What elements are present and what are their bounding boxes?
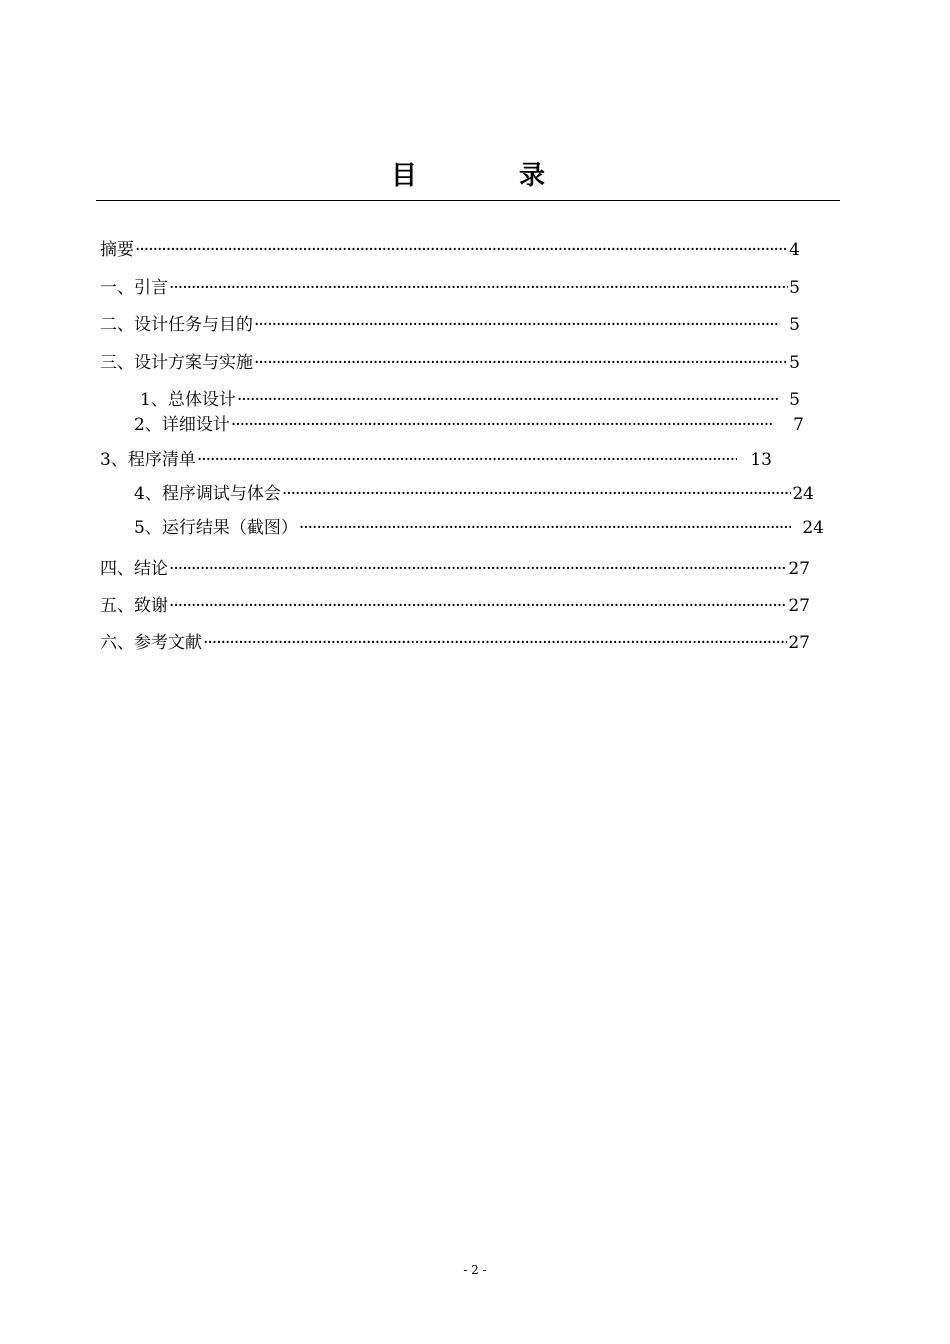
toc-title: 目 录	[390, 161, 583, 191]
toc-entry-run-results[interactable]	[134, 516, 824, 540]
toc-entry-label: 三、设计方案与实施	[100, 353, 253, 373]
toc-entry-label: 1、总体设计	[140, 390, 236, 410]
toc-dot-leader	[197, 448, 738, 472]
toc-entry-references[interactable]	[100, 631, 810, 655]
toc-entry-page: 13	[750, 450, 772, 470]
toc-dot-leader	[237, 388, 780, 412]
toc-entry-page: 24	[792, 484, 814, 504]
toc-entry-label: 二、设计任务与目的	[100, 315, 253, 335]
toc-entry-label: 4、程序调试与体会	[134, 484, 281, 504]
toc-entry-program-listing[interactable]	[100, 448, 772, 472]
toc-dot-leader	[169, 594, 787, 618]
toc-entry-page: 24	[802, 518, 824, 538]
toc-entry-page: 7	[793, 415, 804, 435]
toc-entry-overall-design[interactable]	[140, 388, 800, 412]
toc-entry-page: 27	[788, 596, 810, 616]
toc-entry-design-task[interactable]	[100, 313, 800, 337]
toc-entry-debugging[interactable]	[134, 482, 814, 506]
page-number: - 2 -	[463, 1263, 487, 1277]
toc-dot-leader	[169, 557, 787, 581]
toc-entry-page: 27	[788, 633, 810, 653]
toc-dot-leader	[282, 482, 792, 506]
toc-entry-label: 5、运行结果（截图）	[134, 518, 298, 538]
toc-entry-page: 27	[788, 559, 810, 579]
toc-entry-label: 六、参考文献	[100, 633, 202, 653]
toc-dot-leader	[231, 413, 774, 437]
toc-entry-page: 5	[789, 390, 800, 410]
toc-entry-page: 5	[789, 353, 800, 373]
toc-entry-acknowledgements[interactable]	[100, 594, 810, 618]
toc-entry-introduction[interactable]	[100, 276, 800, 300]
toc-entry-label: 一、引言	[100, 278, 168, 298]
toc-entry-label: 摘要	[100, 240, 134, 260]
toc-entry-design-plan[interactable]	[100, 351, 800, 375]
toc-entry-label: 四、结论	[100, 559, 168, 579]
toc-entry-page: 5	[789, 278, 800, 298]
toc-entry-abstract[interactable]	[100, 238, 800, 262]
toc-entry-page: 5	[789, 315, 800, 335]
toc-entry-label: 五、致谢	[100, 596, 168, 616]
toc-dot-leader	[135, 238, 788, 262]
toc-entry-detailed-design[interactable]	[134, 413, 804, 437]
toc-dot-leader	[254, 313, 780, 337]
toc-entry-label: 2、详细设计	[134, 415, 230, 435]
toc-entry-conclusion[interactable]	[100, 557, 810, 581]
toc-entry-label: 3、程序清单	[100, 450, 196, 470]
toc-dot-leader	[254, 351, 788, 375]
toc-dot-leader	[169, 276, 788, 300]
toc-entry-page: 4	[789, 240, 800, 260]
title-underline	[96, 200, 840, 201]
toc-dot-leader	[203, 631, 787, 655]
toc-dot-leader	[299, 516, 792, 540]
